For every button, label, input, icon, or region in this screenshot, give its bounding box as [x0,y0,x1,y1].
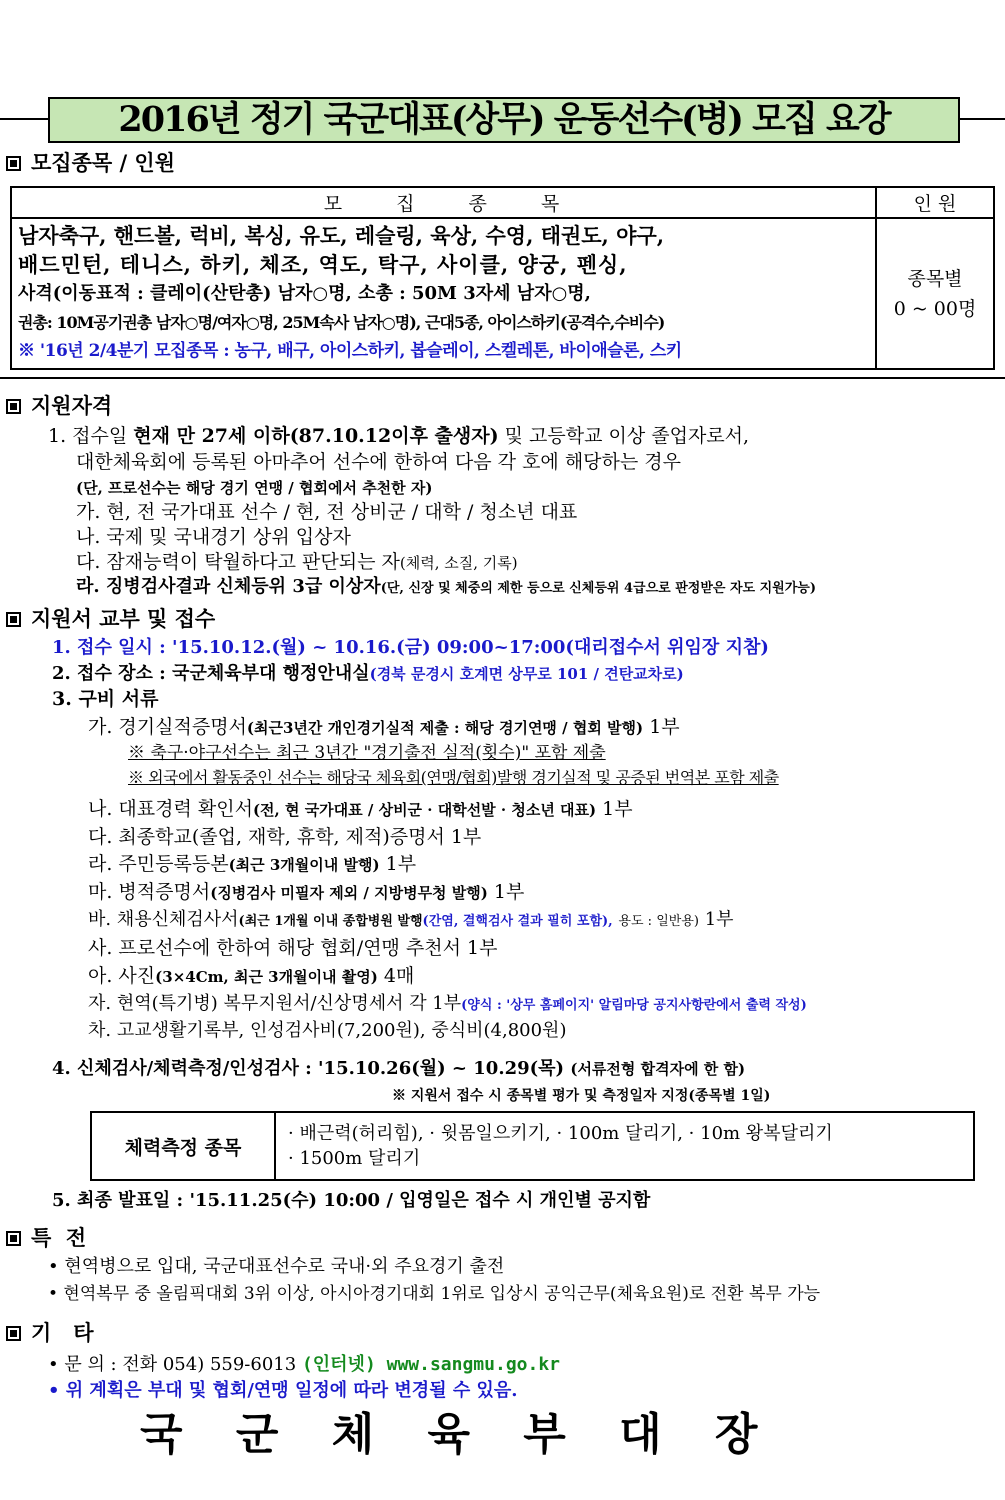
col-header-count: 인 원 [876,187,994,218]
event-line: 사격(이동표적 : 클레이(산탄총) 남자○명, 소총 : 50M 3자세 남자○명, [18,283,591,304]
square-bullet-icon [6,612,21,627]
square-bullet-icon [6,156,21,171]
change-notice: • 위 계획은 부대 및 협회/연맹 일정에 따라 변경될 수 있음. [48,1380,518,1401]
benefit-2: • 현역복무 중 올림픽대회 3위 이상, 아시아경기대회 1위로 입상시 공익근무(체육요원)로 전환 복무 가능 [48,1284,821,1304]
count-label: 종목별 [907,267,963,290]
page-title: 2016년 정기 국군대표(상무) 운동선수(병) 모집 요강 [48,97,960,143]
eligibility-d: 라. 징병검사결과 신체등위 3급 이상자(단, 신장 및 체중의 제한 등으로 신체등위 4급으로 판정받은 자도 지원가능) [76,576,817,597]
square-bullet-icon [6,399,21,414]
square-bullet-icon [6,1231,21,1246]
eligibility-line-2: 대한체육회에 등록된 아마추어 선수에 한하여 다음 각 호에 해당하는 경우 [76,451,681,473]
section-heading-eligibility: 지원자격 [6,393,112,419]
eligibility-line-3: (단, 프로선수는 해당 경기 연맹 / 협회에서 추천한 자) [76,479,433,497]
eligibility-line-1: 1. 접수일 현재 만 27세 이하(87.10.12이후 출생자) 및 고등학교 이상 졸업자로서, [48,425,750,447]
doc-ba: 바. 채용신체검사서(최근 1개월 이내 종합병원 발행(간염, 결핵검사 결과 필히 포함), 용도 : 일반용) 1부 [88,909,734,930]
event-line: 남자축구, 핸드볼, 럭비, 복싱, 유도, 레슬링, 육상, 수영, 태권도, 야구, [18,223,665,248]
fitness-label: 체력측정 종목 [91,1112,275,1180]
doc-na: 나. 대표경력 확인서(전, 현 국가대표 / 상비군 · 대학선발 · 청소년 대표) 1부 [88,798,633,820]
divider [0,377,1005,379]
application-date: 1. 접수 일시 : '15.10.12.(월) ~ 10.16.(금) 09:00~17:00(대리접수서 위임장 지참) [52,637,769,658]
fitness-line: · 1500m 달리기 [288,1148,421,1169]
doc-a: 아. 사진(3×4Cm, 최근 3개월이내 촬영) 4매 [88,965,415,987]
doc-ma: 마. 병적증명서(징병검사 미필자 제외 / 지방병무청 발행) 1부 [88,881,525,903]
physical-test: 4. 신체검사/체력측정/인성검사 : '15.10.26(월) ~ 10.29(목) (서류전형 합격자에 한 함) [52,1058,746,1079]
doc-da: 다. 최종학교(졸업, 재학, 휴학, 제적)증명서 1부 [88,826,482,848]
eligibility-a: 가. 현, 전 국가대표 선수 / 현, 전 상비군 / 대학 / 청소년 대표 [76,501,578,523]
doc-cha: 차. 고교생활기록부, 인성검사비(7,200원), 중식비(4,800원) [88,1020,567,1041]
physical-test-note: ※ 지원서 접수 시 종목별 평가 및 측정일자 지정(종목별 1일) [392,1088,771,1104]
required-docs-heading: 3. 구비 서류 [52,688,159,710]
title-rule-right [960,118,1005,120]
fitness-line: · 배근력(허리힘), · 윗몸일으키기, · 100m 달리기, · 10m 왕복달리기 [288,1123,833,1144]
doc-ga: 가. 경기실적증명서(최근3년간 개인경기실적 제출 : 해당 경기연맹 / 협회 발행) 1부 [88,716,680,738]
col-header-event: 모 집 종 목 [11,187,876,218]
eligibility-c: 다. 잠재능력이 탁월하다고 판단되는 자(체력, 소질, 기록) [76,551,518,573]
event-line: 권총: 10M공기권총 남자○명/여자○명, 25M속사 남자○명), 근대5종, 아이스하키(공격수,수비수) [18,313,665,332]
event-line: 배드민턴, 테니스, 하키, 체조, 역도, 탁구, 사이클, 양궁, 펜싱, [18,252,628,277]
website-link[interactable]: (인터넷) www.sangmu.go.kr [301,1354,561,1375]
fitness-items [275,1112,974,1180]
title-rule-left [0,118,48,120]
doc-ja: 자. 현역(특기병) 복무지원서/신상명세서 각 1부(양식 : '상무 홈페이지' 알림마당 공지사항란에서 출력 작성) [88,993,807,1014]
count-value: 0 ~ 00명 [893,297,977,320]
contact-line: • 문 의 : 전화 054) 559-6013 (인터넷) www.sangmu.go.kr [48,1354,561,1375]
doc-ra: 라. 주민등록등본(최근 3개월이내 발행) 1부 [88,853,417,875]
signature: 국 군 체 육 부 대 장 [140,1409,758,1460]
doc-note-2: ※ 외국에서 활동중인 선수는 해당국 체육회(연맹/협회)발행 경기실적 및 공증된 번역본 포함 제출 [128,768,779,787]
final-announcement: 5. 최종 발표일 : '15.11.25(수) 10:00 / 입영일은 접수 시 개인별 공지함 [52,1190,651,1211]
doc-sa: 사. 프로선수에 한하여 해당 협회/연맹 추천서 1부 [88,937,498,959]
event-note: ※ '16년 2/4분기 모집종목 : 농구, 배구, 아이스하키, 봅슬레이, 스켈레톤, 바이애슬론, 스키 [18,341,682,361]
section-heading-application: 지원서 교부 및 접수 [6,606,215,632]
fitness-table [90,1111,975,1181]
event-list-cell [11,218,876,369]
doc-note-1: ※ 축구·야구선수는 최근 3년간 "경기출전 실적(횟수)" 포함 제출 [128,743,606,763]
count-cell [876,218,994,369]
eligibility-b: 나. 국제 및 국내경기 상위 입상자 [76,526,351,548]
section-heading-etc: 기 타 [6,1320,94,1346]
recruit-table [10,186,995,370]
square-bullet-icon [6,1326,21,1341]
section-heading-benefits: 특 전 [6,1225,86,1251]
benefit-1: • 현역병으로 입대, 국군대표선수로 국내·외 주요경기 출전 [48,1256,505,1277]
section-heading-recruit: 모집종목 / 인원 [6,150,175,176]
application-place: 2. 접수 장소 : 국군체육부대 행정안내실(경북 문경시 호계면 상무로 101 / 견탄교차로) [52,663,684,684]
